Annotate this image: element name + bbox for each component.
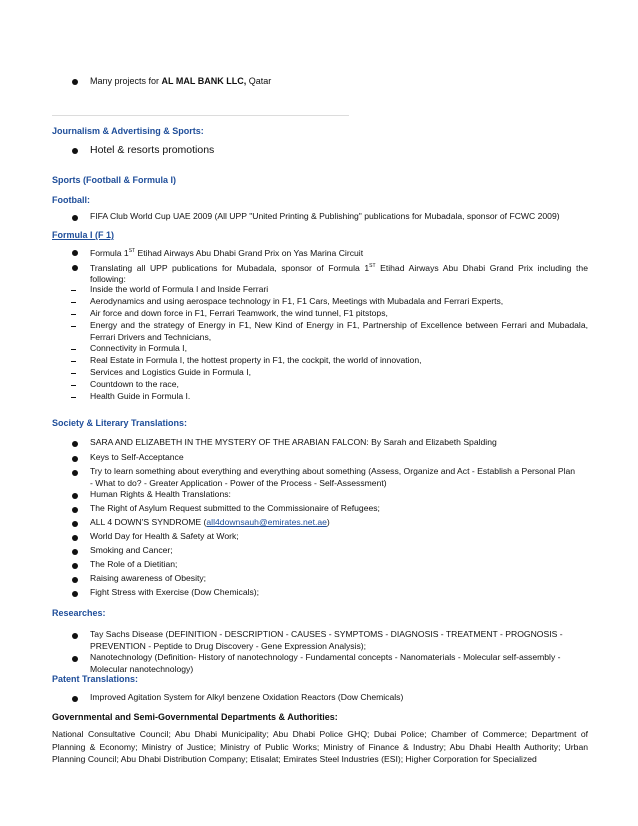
list-item: Human Rights & Health Translations: <box>90 489 231 499</box>
list-item: Formula 1ST Etihad Airways Abu Dhabi Grand Prix on Yas Marina Circuit <box>90 247 364 258</box>
dash-icon <box>71 397 76 398</box>
list-item: Raising awareness of Obesity; <box>90 573 207 583</box>
bullet-icon <box>72 215 78 221</box>
list-item: World Day for Health & Safety at Work; <box>90 531 239 541</box>
bullet-icon <box>72 250 78 256</box>
subheading-formula: Formula I (F 1) <box>52 230 115 240</box>
list-item: Fight Stress with Exercise (Dow Chemicals); <box>90 587 260 597</box>
bullet-icon <box>72 696 78 702</box>
bullet-icon <box>72 456 78 462</box>
section-heading-sports: Sports (Football & Formula I) <box>52 175 176 185</box>
bullet-icon <box>72 470 78 476</box>
list-item: Smoking and Cancer; <box>90 545 173 555</box>
list-item: Improved Agitation System for Alkyl benzene Oxidation Reactors (Dow Chemicals) <box>90 692 404 702</box>
dash-icon <box>71 314 76 315</box>
item-text: Qatar <box>246 76 272 86</box>
bullet-icon <box>72 507 78 513</box>
list-item: ALL 4 DOWN'S SYNDROME (all4downsauh@emirates.net.ae) <box>90 517 330 527</box>
list-item: Nanotechnology (Definition- History of nanotechnology - Fundamental concepts - Nanomaterials - Molecular self-assembly - Molecular nanotechnology) <box>90 652 561 674</box>
divider <box>52 115 349 116</box>
list-item: The Role of a Dietitian; <box>90 559 178 569</box>
item-text: Many projects for <box>90 76 162 86</box>
bullet-icon <box>72 79 78 85</box>
bullet-icon <box>72 265 78 271</box>
dash-icon <box>71 373 76 374</box>
company-name: AL MAL BANK LLC, <box>161 76 247 86</box>
dash-icon <box>71 290 76 291</box>
dash-icon <box>71 349 76 350</box>
sub-list-item: Inside the world of Formula I and Inside Ferrari <box>90 284 269 294</box>
section-heading-journalism: Journalism & Advertising & Sports: <box>52 126 204 136</box>
dash-icon <box>71 326 76 327</box>
bullet-icon <box>72 563 78 569</box>
dash-icon <box>71 302 76 303</box>
section-heading-researches: Researches: <box>52 608 106 618</box>
subheading-football: Football: <box>52 195 90 205</box>
list-item: Translating all UPP publications for Mubadala, sponsor of Formula 1ST Etihad Airways Abu Dhabi Grand Prix including the following: <box>90 262 588 285</box>
bullet-icon <box>72 656 78 662</box>
bullet-icon <box>72 521 78 527</box>
dash-icon <box>71 361 76 362</box>
sub-list-item: Air force and down force in F1, Ferrari Teamwork, the wind tunnel, F1 pitstops, <box>90 308 388 318</box>
bullet-icon <box>72 577 78 583</box>
section-heading-government: Governmental and Semi-Governmental Departments & Authorities: <box>52 712 338 722</box>
sub-list-item: Countdown to the race, <box>90 379 179 389</box>
list-item: Tay Sachs Disease (DEFINITION - DESCRIPTION - CAUSES - SYMPTOMS - DIAGNOSIS - TREATMENT - PROGNOSIS - PREVENTION - Peptide to Drug Discovery - Gene Expression Analysis); <box>90 629 563 651</box>
list-item: The Right of Asylum Request submitted to the Commissionaire of Refugees; <box>90 503 380 513</box>
bullet-icon <box>72 441 78 447</box>
bullet-icon <box>72 493 78 499</box>
paragraph-government: National Consultative Council; Abu Dhabi Municipality; Abu Dhabi Police GHQ; Dubai Police; Chamber of Commerce; Department of Planning & Economy; Ministry of Justice; Ministry of Public Works; Ministry of Finance & Industry; Abu Dhabi Health Authority; Urban Planning Council; Abu Dhabi Distribution Company; Etisalat; Emirates Steel Industries (ESI); Higher Corporation for Specialized <box>52 729 588 764</box>
list-item: Keys to Self-Acceptance <box>90 452 184 462</box>
bullet-icon <box>72 549 78 555</box>
email-link[interactable]: all4downsauh@emirates.net.ae <box>206 517 327 527</box>
bullet-icon <box>72 591 78 597</box>
sub-list-item: Energy and the strategy of Energy in F1, New Kind of Energy in F1, Partnership of Excellence between Ferrari and Mubadala, Ferrari Drivers and Technicians, <box>90 320 588 342</box>
list-item: FIFA Club World Cup UAE 2009 (All UPP "United Printing & Publishing" publications for Mubadala, sponsor of FCWC 2009) <box>90 211 560 221</box>
bullet-icon <box>72 148 78 154</box>
dash-icon <box>71 385 76 386</box>
sub-list-item: Services and Logistics Guide in Formula I, <box>90 367 251 377</box>
list-item: SARA AND ELIZABETH IN THE MYSTERY OF THE ARABIAN FALCON: By Sarah and Elizabeth Spalding <box>90 437 497 447</box>
sub-list-item: Real Estate in Formula I, the hottest property in F1, the cockpit, the world of innovation, <box>90 355 422 365</box>
bullet-icon <box>72 633 78 639</box>
sub-list-item: Health Guide in Formula I. <box>90 391 191 401</box>
list-item: Hotel & resorts promotions <box>90 144 215 156</box>
section-heading-patent: Patent Translations: <box>52 674 139 684</box>
sub-list-item: Aerodynamics and using aerospace technology in F1, F1 Cars, Meetings with Mubadala and Ferrari Experts, <box>90 296 504 306</box>
bullet-icon <box>72 535 78 541</box>
list-item <box>90 75 588 87</box>
list-item: Try to learn something about everything and everything about something (Assess, Organize and Act - Establish a Personal Plan - What to do? - Greater Application - Power of the Process - Self-Assessment) <box>90 466 576 488</box>
sub-list-item: Connectivity in Formula I, <box>90 343 187 353</box>
section-heading-society: Society & Literary Translations: <box>52 418 188 428</box>
